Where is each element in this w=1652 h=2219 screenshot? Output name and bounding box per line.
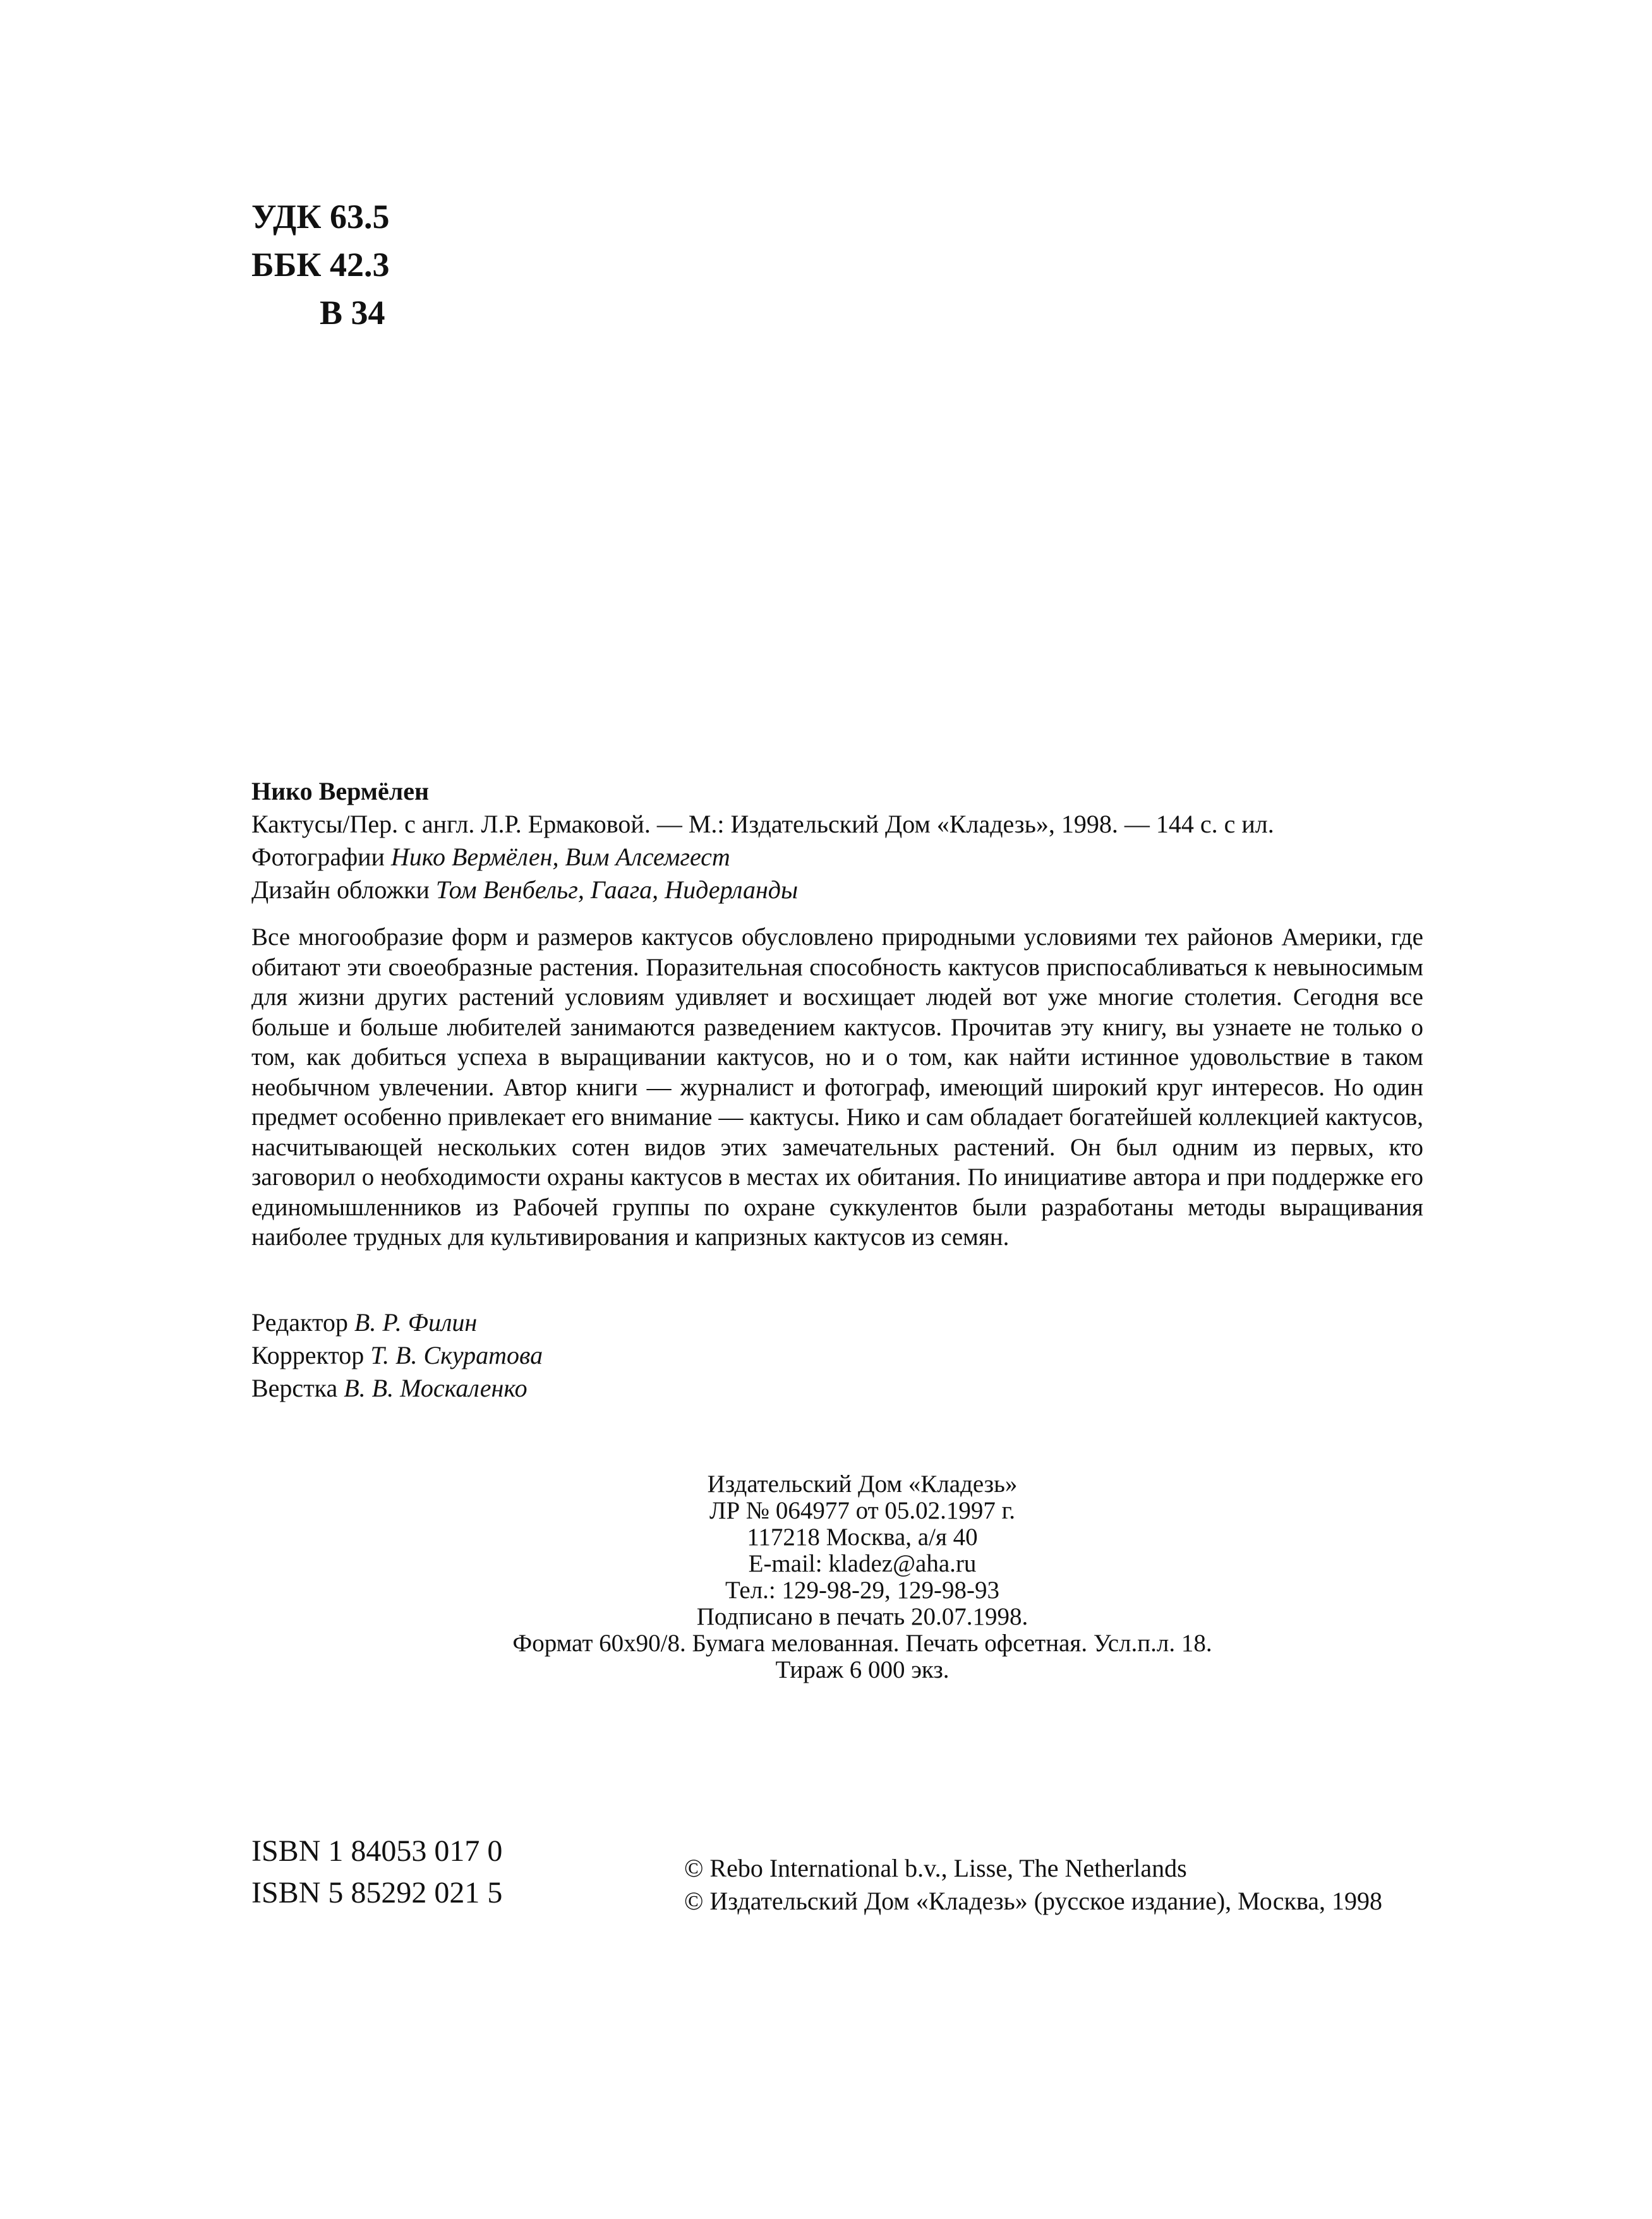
print-run-line: Тираж 6 000 экз. bbox=[775, 1656, 950, 1683]
layout-line bbox=[251, 1372, 543, 1405]
editor-line bbox=[251, 1306, 543, 1339]
isbn-original: ISBN 1 84053 017 0 bbox=[251, 1834, 503, 1868]
copyright-russian: © Издательский Дом «Кладезь» (русское издание), Москва, 1998 bbox=[684, 1887, 1383, 1915]
udk-code: УДК 63.5 bbox=[251, 198, 390, 236]
layout-label: Верстка bbox=[251, 1374, 338, 1402]
layout-name: В. В. Москаленко bbox=[344, 1374, 528, 1402]
email-line: E-mail: kladez@aha.ru bbox=[748, 1550, 977, 1577]
annotation-paragraph: Все многообразие форм и размеров кактусов обусловлено природными условиями тех районов Америки, где обитают эти своеобразные растения. Поразительная способность кактусов приспосабливаться к невыносимым для жизни других растений условиям удивляет и восхищает людей вот уже многие столетия. Сегодня все больше и больше любителей занимаются разведением кактусов. Прочитав эту книгу, вы узнаете не только о том, как добиться успеха в выращивании кактусов, но и о том, как найти истинное удовольствие в таком необычном увлечении. Автор книги — журналист и фотограф, имеющий широкий круг интересов. Но один предмет особенно привлекает его внимание — кактусы. Нико и сам обладает богатейшей коллекцией кактусов, насчитывающей нескольких сотен видов этих замечательных растений. Он был одним из первых, кто заговорил о необходимости охраны кактусов в местах их обитания. По инициативе автора и при поддержке его единомышленников из Рабочей группы по охране суккулентов были разработаны методы выращивания наиболее трудных для культивирования и капризных кактусов из семян. bbox=[251, 923, 1423, 1251]
author-mark: В 34 bbox=[320, 294, 385, 332]
corrector-label: Корректор bbox=[251, 1341, 365, 1369]
classification-block bbox=[251, 193, 390, 337]
photos-label: Фотографии bbox=[251, 843, 385, 871]
address-line: 117218 Москва, а/я 40 bbox=[747, 1524, 978, 1551]
imprint-block bbox=[442, 1471, 1282, 1683]
staff-credits bbox=[251, 1306, 543, 1405]
cover-label: Дизайн обложки bbox=[251, 875, 430, 904]
isbn-russian: ISBN 5 85292 021 5 bbox=[251, 1876, 503, 1909]
corrector-name: Т. В. Скуратова bbox=[370, 1341, 543, 1369]
editor-name: В. Р. Филин bbox=[354, 1308, 478, 1337]
publisher-name: Издательский Дом «Кладезь» bbox=[707, 1470, 1018, 1498]
cover-line bbox=[251, 874, 1274, 906]
bibliographic-record bbox=[251, 808, 1274, 906]
license-line: ЛР № 064977 от 05.02.1997 г. bbox=[709, 1497, 1015, 1524]
copyright-original: © Rebo International b.v., Lisse, The Netherlands bbox=[684, 1854, 1187, 1882]
photos-names: Нико Вермёлен, Вим Алсемгест bbox=[390, 843, 730, 871]
isbn-block bbox=[251, 1831, 502, 1914]
format-line: Формат 60x90/8. Бумага мелованная. Печать офсетная. Усл.п.л. 18. bbox=[512, 1630, 1212, 1657]
corrector-line bbox=[251, 1339, 543, 1372]
photos-line bbox=[251, 841, 1274, 874]
title-line: Кактусы/Пер. с англ. Л.Р. Ермаковой. — М.: Издательский Дом «Кладезь», 1998. — 144 с. с ил. bbox=[251, 810, 1274, 838]
phone-line: Тел.: 129-98-29, 129-98-93 bbox=[725, 1577, 999, 1604]
cover-names: Том Венбельг, Гаага, Нидерланды bbox=[435, 875, 799, 904]
copyright-block bbox=[684, 1852, 1382, 1918]
author-name: Нико Вермёлен bbox=[251, 777, 429, 805]
editor-label: Редактор bbox=[251, 1308, 348, 1337]
bbk-code: ББК 42.3 bbox=[251, 246, 390, 284]
signed-line: Подписано в печать 20.07.1998. bbox=[696, 1603, 1028, 1630]
